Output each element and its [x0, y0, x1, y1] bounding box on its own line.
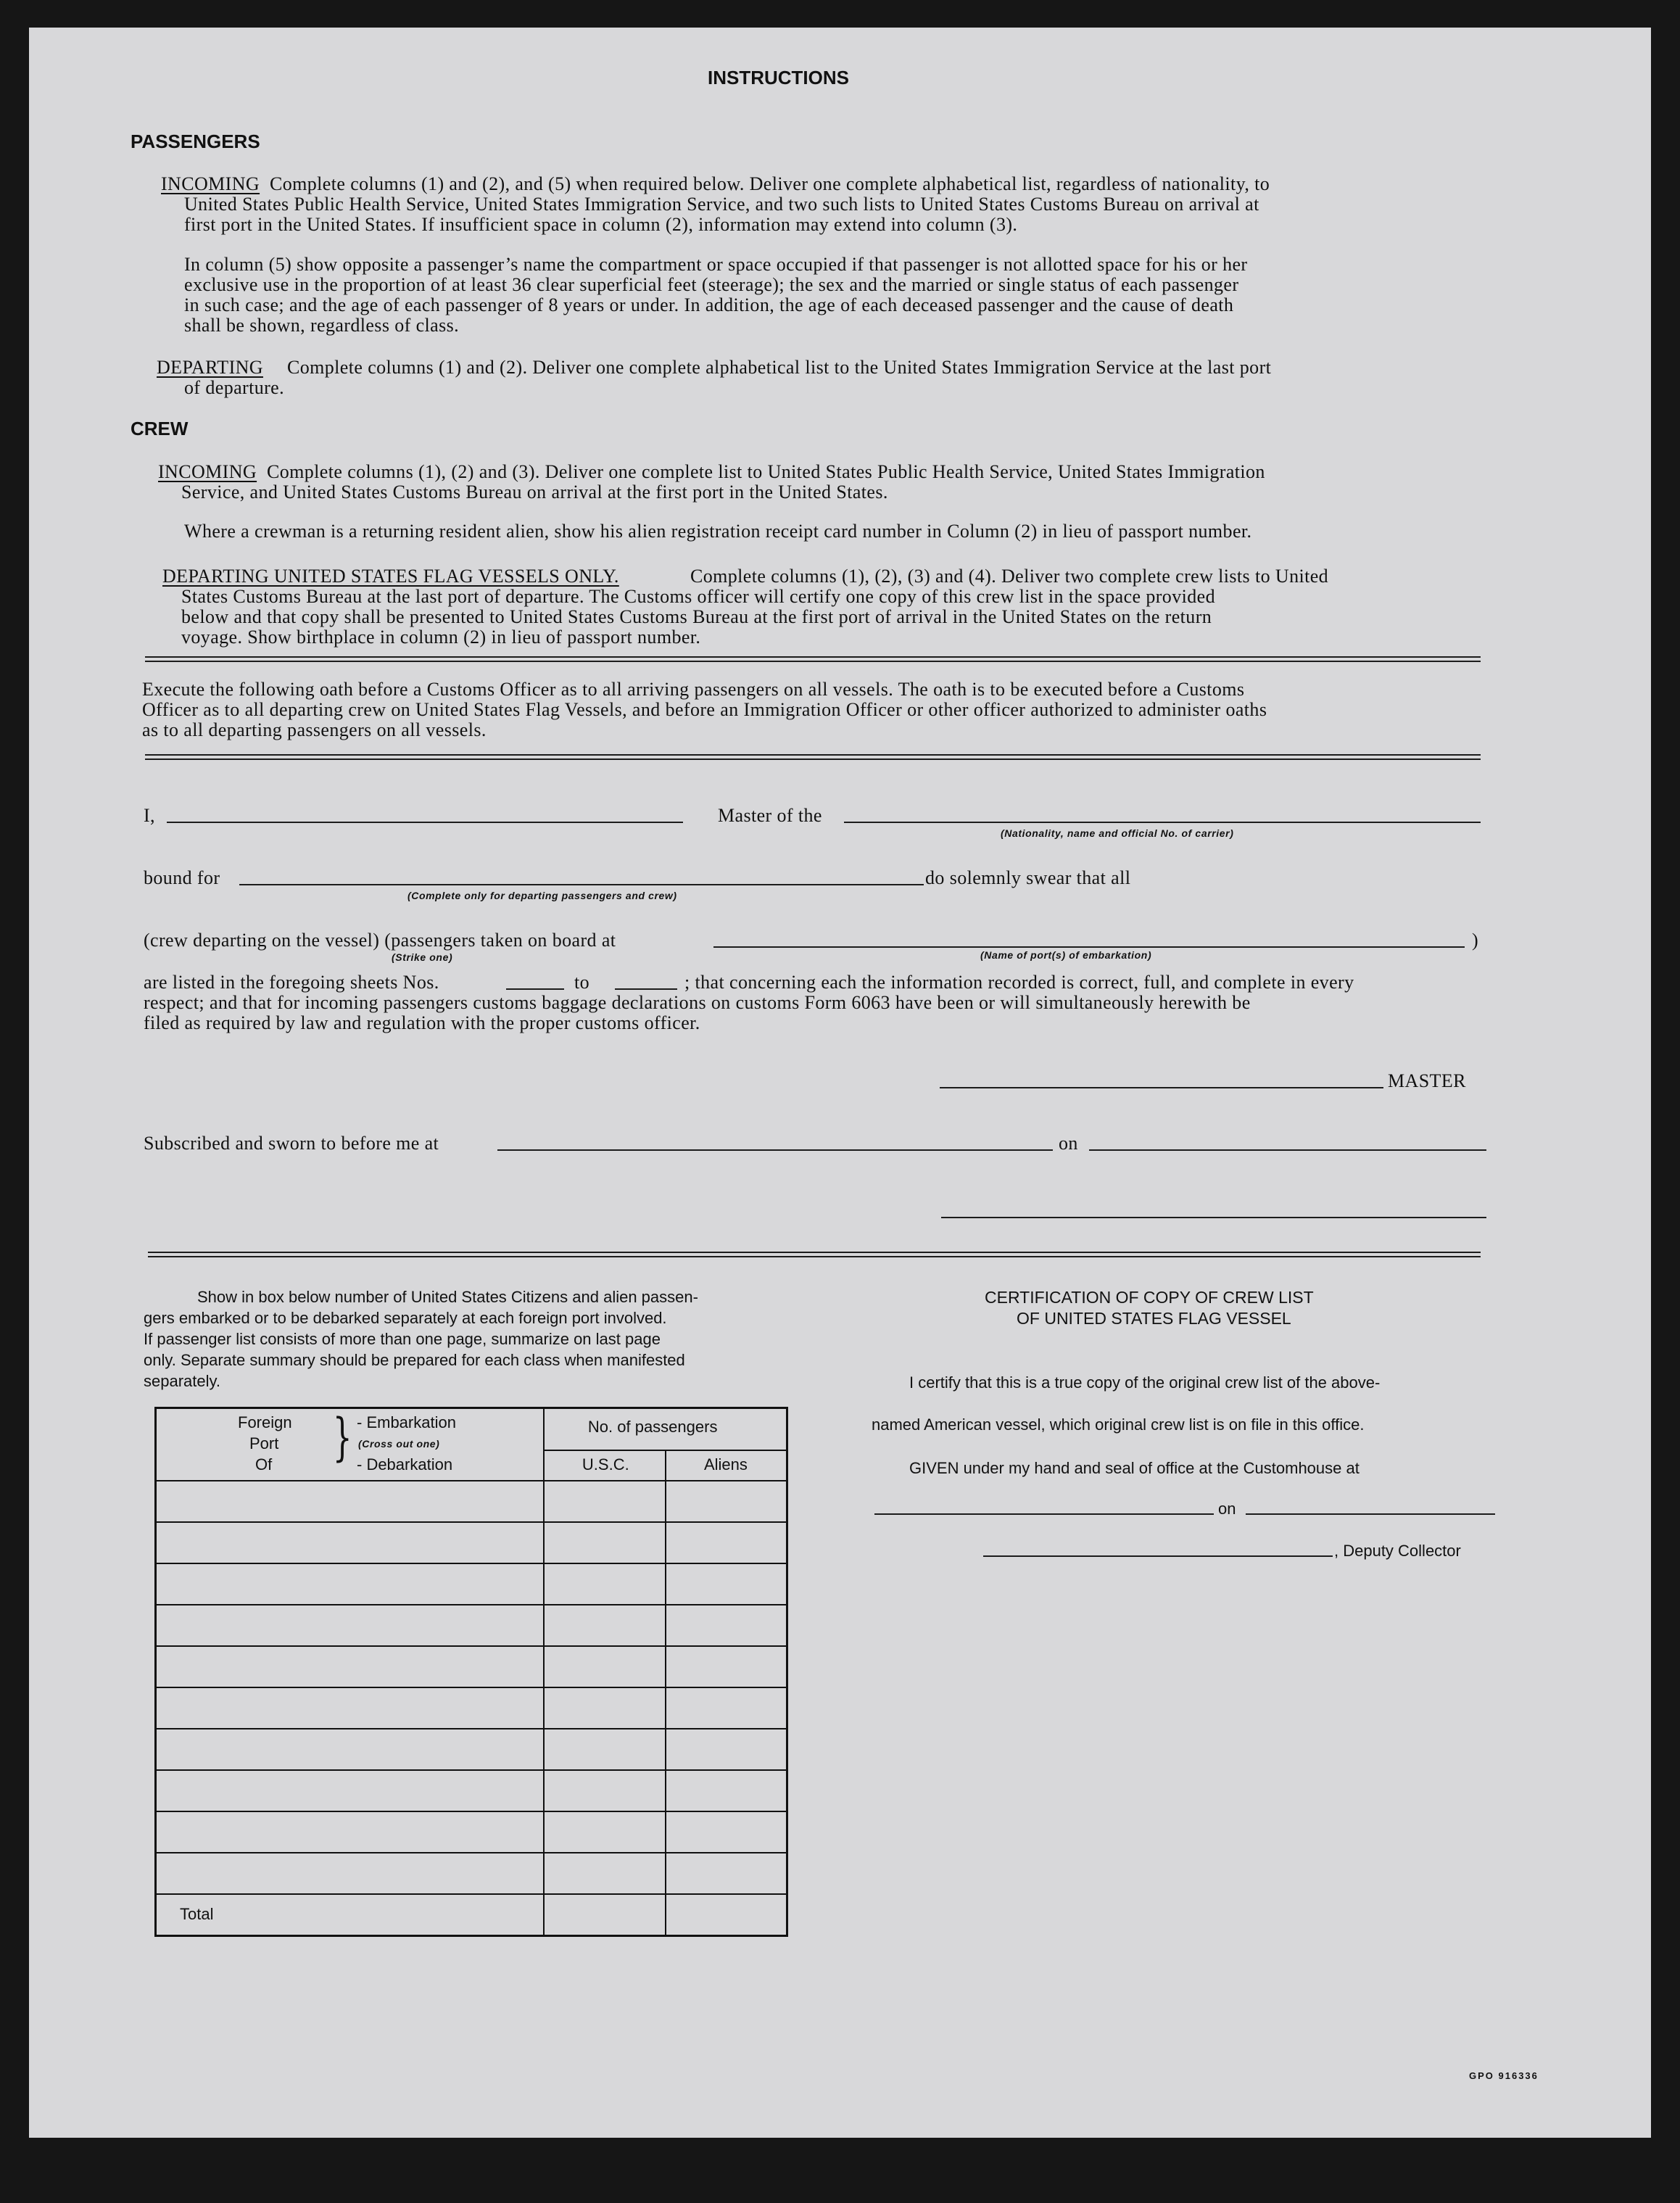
certification-line: I certify that this is a true copy of the original crew list of the above-: [909, 1373, 1381, 1392]
crew-departing-line: States Customs Bureau at the last port of departure. The Customs officer will certify one copy of this crew list in the space provided: [181, 586, 1215, 607]
crew-heading: CREW: [131, 418, 189, 439]
form-sheet: [29, 28, 1651, 2138]
strike-caption: (Strike one): [392, 951, 453, 963]
oath-instruction-line: Execute the following oath before a Customs Officer as to all arriving passengers on all vessels. The oath is to be executed before a Customs: [142, 679, 1245, 700]
divider: [145, 656, 1481, 662]
crew-incoming-line: Complete columns (1), (2) and (3). Deliver one complete list to United States Public Health Service, United States Immigration: [267, 461, 1265, 482]
table-row: [156, 1853, 787, 1894]
table-row: [156, 1563, 787, 1605]
aliens-cell[interactable]: [666, 1522, 787, 1563]
complete-caption: (Complete only for departing passengers and crew): [407, 890, 677, 901]
total-row: [156, 1894, 787, 1936]
master-of-the-label: Master of the: [718, 805, 822, 826]
column5-line: shall be shown, regardless of class.: [184, 315, 460, 336]
nationality-caption: (Nationality, name and official No. of carrier): [1001, 827, 1234, 839]
customhouse-field[interactable]: [874, 1513, 1214, 1515]
oath-i-label: I,: [144, 805, 155, 826]
officer-signature-field[interactable]: [941, 1217, 1486, 1218]
sheet-from-field[interactable]: [506, 988, 564, 990]
summary-note-line: Show in box below number of United States Citizens and alien passen-: [197, 1288, 698, 1306]
total-label: Total: [180, 1905, 214, 1923]
gpo-code: GPO 916336: [1469, 2070, 1539, 2081]
certification-date-field[interactable]: [1246, 1513, 1495, 1515]
swear-label: do solemnly swear that all: [925, 867, 1131, 888]
brace-icon: }: [332, 1408, 352, 1467]
aliens-cell[interactable]: [666, 1481, 787, 1522]
passengers-departing-label: DEPARTING: [157, 357, 263, 378]
passenger-summary-table: [154, 1407, 788, 1937]
crew-departing-line: voyage. Show birthplace in column (2) in lieu of passport number.: [181, 627, 701, 648]
cross-out-caption: (Cross out one): [358, 1438, 440, 1450]
aliens-cell[interactable]: [666, 1687, 787, 1729]
listed-label: are listed in the foregoing sheets Nos.: [144, 972, 439, 993]
page-title: INSTRUCTIONS: [708, 67, 849, 88]
table-row: [156, 1811, 787, 1853]
divider: [145, 754, 1481, 760]
sworn-date-field[interactable]: [1089, 1149, 1486, 1151]
usc-cell[interactable]: [544, 1605, 666, 1646]
summary-note-line: only. Separate summary should be prepared for each class when manifested: [144, 1351, 685, 1369]
port-cell[interactable]: [156, 1605, 544, 1646]
port-cell[interactable]: [156, 1646, 544, 1687]
usc-cell[interactable]: [544, 1481, 666, 1522]
table-row: [156, 1687, 787, 1729]
aliens-label: Aliens: [703, 1455, 748, 1474]
sworn-on-label: on: [1059, 1133, 1078, 1154]
crew-departing-line: below and that copy shall be presented to United States Customs Bureau at the first port of arrival in the United States on the return: [181, 606, 1212, 627]
column5-line: in such case; and the age of each passenger of 8 years or under. In addition, the age of each deceased passenger and the cause of death: [184, 294, 1234, 315]
passengers-incoming-line: first port in the United States. If insufficient space in column (2), information may extend into column (3).: [184, 214, 1018, 235]
embarkation-label: - Embarkation: [357, 1413, 456, 1431]
crew-incoming-line: Service, and United States Customs Bureau on arrival at the first port in the United States.: [181, 481, 888, 503]
master-label: MASTER: [1388, 1070, 1466, 1091]
sheet-to-field[interactable]: [615, 988, 677, 990]
port-cell[interactable]: [156, 1687, 544, 1729]
deputy-signature-field[interactable]: [983, 1555, 1333, 1557]
aliens-header: [666, 1450, 787, 1481]
certification-line: GIVEN under my hand and seal of office at the Customhouse at: [909, 1459, 1360, 1477]
ports-field[interactable]: [713, 946, 1465, 948]
aliens-cell[interactable]: [666, 1770, 787, 1811]
passengers-departing-line: of departure.: [184, 377, 285, 398]
aliens-cell[interactable]: [666, 1853, 787, 1894]
oath-instruction-line: as to all departing passengers on all vessels.: [142, 719, 487, 740]
passengers-departing-line: Complete columns (1) and (2). Deliver one complete alphabetical list to the United States Immigration Service at the last port: [287, 357, 1272, 378]
passengers-heading: PASSENGERS: [131, 131, 260, 152]
usc-cell[interactable]: [544, 1522, 666, 1563]
usc-total-cell[interactable]: [544, 1894, 666, 1936]
divider: [148, 1252, 1481, 1257]
bound-for-field[interactable]: [239, 884, 924, 885]
listed-text: ; that concerning each the information recorded is correct, full, and complete in every: [684, 972, 1354, 993]
aliens-cell[interactable]: [666, 1646, 787, 1687]
port-cell[interactable]: [156, 1811, 544, 1853]
summary-note-line: separately.: [144, 1372, 220, 1390]
passengers-incoming-label: INCOMING: [161, 173, 260, 194]
certification-line: named American vessel, which original crew list is on file in this office.: [872, 1415, 1365, 1434]
aliens-total-cell[interactable]: [666, 1894, 787, 1936]
passengers-incoming-line: Complete columns (1) and (2), and (5) when required below. Deliver one complete alphabetical list, regardless of nationality, to: [270, 173, 1270, 194]
ports-caption: (Name of port(s) of embarkation): [980, 949, 1152, 961]
table-row: [156, 1481, 787, 1522]
usc-cell[interactable]: [544, 1770, 666, 1811]
crew-departing-label: (crew departing on the vessel) (passengers taken on board at: [144, 930, 616, 951]
carrier-field[interactable]: [844, 822, 1481, 823]
no-passengers-header: [544, 1408, 787, 1451]
close-paren: ): [1472, 930, 1479, 951]
bound-for-label: bound for: [144, 867, 220, 888]
port-label: Port: [249, 1434, 279, 1452]
table-row: [156, 1605, 787, 1646]
table-row: [156, 1522, 787, 1563]
port-cell[interactable]: [156, 1729, 544, 1770]
debarkation-label: - Debarkation: [357, 1455, 453, 1474]
usc-cell[interactable]: [544, 1563, 666, 1605]
total-label-cell: [156, 1894, 544, 1936]
usc-label: U.S.C.: [582, 1455, 629, 1474]
no-passengers-label: No. of passengers: [587, 1418, 718, 1436]
column5-line: exclusive use in the proportion of at least 36 clear superficial feet (steerage); the sex and the married or single status of each passenger: [184, 274, 1239, 295]
subscribed-label: Subscribed and sworn to before me at: [144, 1133, 439, 1154]
usc-cell[interactable]: [544, 1687, 666, 1729]
crew-resident-line: Where a crewman is a returning resident alien, show his alien registration receipt card number in Column (2) in lieu of passport number.: [184, 521, 1252, 542]
table-row: [156, 1770, 787, 1811]
crew-departing-line: Complete columns (1), (2), (3) and (4). Deliver two complete crew lists to United: [690, 566, 1329, 587]
oath-instruction-line: Officer as to all departing crew on United States Flag Vessels, and before an Immigration Officer or other officer authorized to administer oaths: [142, 699, 1267, 720]
port-cell[interactable]: [156, 1563, 544, 1605]
port-cell[interactable]: [156, 1481, 544, 1522]
table-row: [156, 1729, 787, 1770]
usc-cell[interactable]: [544, 1646, 666, 1687]
summary-note-line: If passenger list consists of more than one page, summarize on last page: [144, 1330, 661, 1348]
listed-to: to: [574, 972, 590, 993]
usc-cell[interactable]: [544, 1853, 666, 1894]
usc-header: [544, 1450, 666, 1481]
aliens-cell[interactable]: [666, 1605, 787, 1646]
crew-departing-label: DEPARTING UNITED STATES FLAG VESSELS ONLY.: [162, 566, 619, 587]
certification-title: CERTIFICATION OF COPY OF CREW LIST: [985, 1288, 1314, 1307]
listed-line: filed as required by law and regulation with the proper customs officer.: [144, 1012, 700, 1033]
master-signature-field[interactable]: [940, 1087, 1383, 1088]
master-name-field[interactable]: [167, 822, 683, 823]
sworn-place-field[interactable]: [497, 1149, 1053, 1151]
aliens-cell[interactable]: [666, 1811, 787, 1853]
summary-note-line: gers embarked or to be debarked separately at each foreign port involved.: [144, 1309, 667, 1327]
column5-line: In column (5) show opposite a passenger’s name the compartment or space occupied if that passenger is not allotted space for his or her: [184, 254, 1248, 275]
deputy-collector-label: , Deputy Collector: [1334, 1542, 1461, 1560]
table-row: [156, 1646, 787, 1687]
foreign-label: Foreign: [238, 1413, 292, 1431]
port-header-cell: [156, 1408, 544, 1481]
passengers-incoming-line: United States Public Health Service, United States Immigration Service, and two such lists to United States Customs Bureau on arrival at: [184, 194, 1259, 215]
port-cell[interactable]: [156, 1770, 544, 1811]
certification-title: OF UNITED STATES FLAG VESSEL: [1017, 1309, 1291, 1328]
usc-cell[interactable]: [544, 1729, 666, 1770]
listed-line: respect; and that for incoming passengers customs baggage declarations on customs Form 6063 have been or will simultaneously herewith be: [144, 992, 1251, 1013]
crew-incoming-label: INCOMING: [158, 461, 257, 482]
usc-cell[interactable]: [544, 1811, 666, 1853]
certification-on-label: on: [1218, 1500, 1236, 1518]
aliens-cell[interactable]: [666, 1563, 787, 1605]
port-cell[interactable]: [156, 1853, 544, 1894]
port-cell[interactable]: [156, 1522, 544, 1563]
of-label: Of: [255, 1455, 273, 1474]
aliens-cell[interactable]: [666, 1729, 787, 1770]
